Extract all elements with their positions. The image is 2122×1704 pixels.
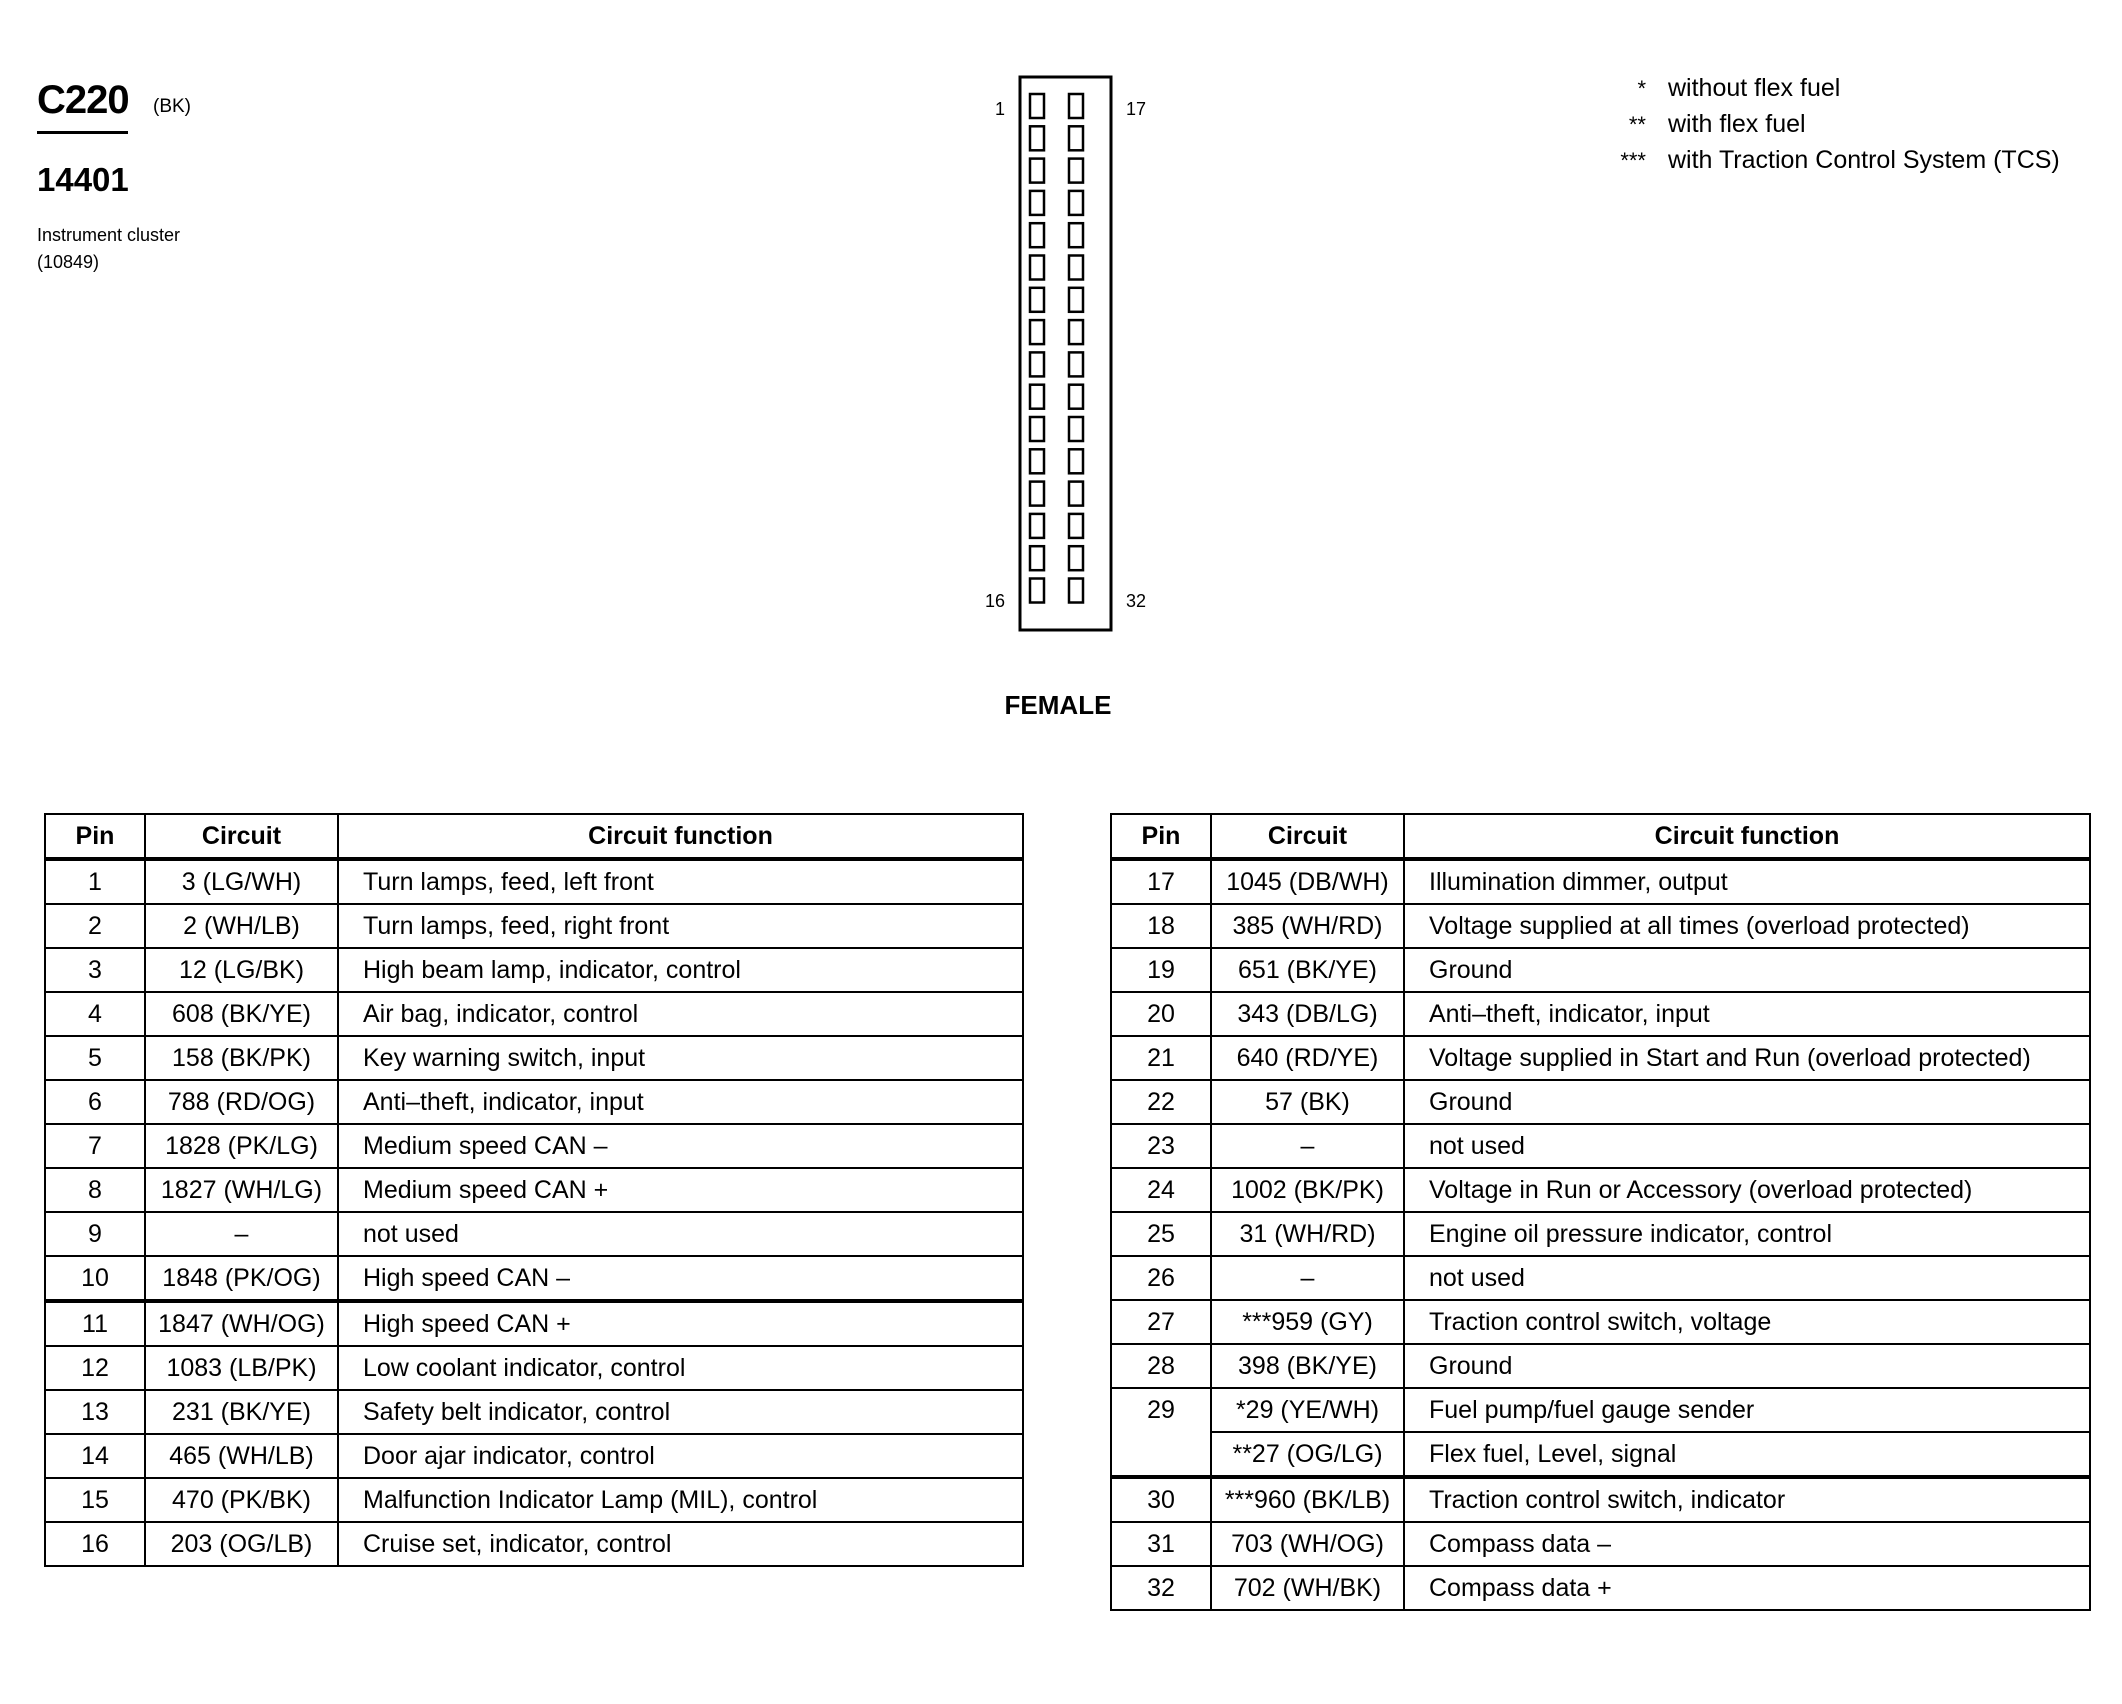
cell-function: Ground [1404, 1344, 2090, 1388]
cell-circuit: 470 (PK/BK) [145, 1478, 338, 1522]
cell-circuit: *29 (YE/WH) [1211, 1388, 1404, 1432]
pin-cavity [1030, 514, 1044, 538]
pin-cavity [1069, 94, 1083, 118]
cell-function: Medium speed CAN + [338, 1168, 1023, 1212]
table-row [45, 1168, 1023, 1212]
cell-circuit: – [1211, 1124, 1404, 1168]
cell-function: High beam lamp, indicator, control [338, 948, 1023, 992]
table-row [1111, 1477, 2090, 1522]
cell-function: not used [1404, 1256, 2090, 1300]
cell-pin: 32 [1111, 1566, 1211, 1610]
cell-circuit: 158 (BK/PK) [145, 1036, 338, 1080]
table-row [1111, 1036, 2090, 1080]
cell-pin: 27 [1111, 1300, 1211, 1344]
pin-cavity [1069, 579, 1083, 603]
cell-circuit: 1848 (PK/OG) [145, 1256, 338, 1301]
cell-pin: 8 [45, 1168, 145, 1212]
table-row [1111, 1344, 2090, 1388]
pin-cavity [1030, 256, 1044, 280]
cell-function: Key warning switch, input [338, 1036, 1023, 1080]
table-row [1111, 1168, 2090, 1212]
pin-cavity [1069, 352, 1083, 376]
table-row [45, 1346, 1023, 1390]
cell-pin: 18 [1111, 904, 1211, 948]
table-row [1111, 1566, 2090, 1610]
cell-function: not used [338, 1212, 1023, 1256]
pin-label-17: 17 [1126, 99, 1147, 119]
table-row [45, 1301, 1023, 1346]
cell-function: High speed CAN + [338, 1301, 1023, 1346]
pin-cavity [1069, 482, 1083, 506]
part-number: 14401 [37, 161, 129, 198]
cell-pin: 25 [1111, 1212, 1211, 1256]
cell-pin: 24 [1111, 1168, 1211, 1212]
cell-pin: 2 [45, 904, 145, 948]
cell-function: Ground [1404, 948, 2090, 992]
pin-cavity [1069, 223, 1083, 247]
cell-circuit: 608 (BK/YE) [145, 992, 338, 1036]
cell-circuit: ***959 (GY) [1211, 1300, 1404, 1344]
cell-circuit: 703 (WH/OG) [1211, 1522, 1404, 1566]
cell-pin [1111, 1432, 1211, 1477]
legend-row [1600, 110, 2060, 146]
table-row [45, 1522, 1023, 1566]
pin-cavity [1069, 256, 1083, 280]
table-row [45, 904, 1023, 948]
cell-circuit: 398 (BK/YE) [1211, 1344, 1404, 1388]
cell-pin: 15 [45, 1478, 145, 1522]
cell-function: Voltage in Run or Accessory (overload protected) [1404, 1168, 2090, 1212]
cell-function: not used [1404, 1124, 2090, 1168]
cell-circuit: 702 (WH/BK) [1211, 1566, 1404, 1610]
pin-cavity [1069, 191, 1083, 215]
column-header-function: Circuit function [1404, 814, 2090, 859]
table-row [45, 1256, 1023, 1301]
table-row [1111, 1080, 2090, 1124]
cell-circuit: 2 (WH/LB) [145, 904, 338, 948]
cell-function: Compass data – [1404, 1522, 2090, 1566]
table-row [1111, 1124, 2090, 1168]
cell-function: Flex fuel, Level, signal [1404, 1432, 2090, 1477]
cell-pin: 22 [1111, 1080, 1211, 1124]
cell-pin: 30 [1111, 1477, 1211, 1522]
connector-color: (BK) [153, 96, 191, 117]
cell-circuit: 1847 (WH/OG) [145, 1301, 338, 1346]
cell-circuit: 651 (BK/YE) [1211, 948, 1404, 992]
cell-function: Traction control switch, voltage [1404, 1300, 2090, 1344]
cell-circuit: 12 (LG/BK) [145, 948, 338, 992]
cell-function: Anti–theft, indicator, input [338, 1080, 1023, 1124]
cell-circuit: 385 (WH/RD) [1211, 904, 1404, 948]
pin-cavity [1030, 191, 1044, 215]
cell-circuit: 1827 (WH/LG) [145, 1168, 338, 1212]
cell-function: Compass data + [1404, 1566, 2090, 1610]
legend-text: with flex fuel [1668, 110, 1806, 138]
cell-pin: 14 [45, 1434, 145, 1478]
table-row [1111, 1432, 2090, 1477]
cell-function: Illumination dimmer, output [1404, 859, 2090, 904]
cell-function: Turn lamps, feed, right front [338, 904, 1023, 948]
cell-pin: 16 [45, 1522, 145, 1566]
table-row [45, 1212, 1023, 1256]
table-row [1111, 1388, 2090, 1432]
legend-row [1600, 146, 2060, 182]
cell-circuit: 203 (OG/LB) [145, 1522, 338, 1566]
cell-function: Engine oil pressure indicator, control [1404, 1212, 2090, 1256]
cell-function: Medium speed CAN – [338, 1124, 1023, 1168]
cell-function: High speed CAN – [338, 1256, 1023, 1301]
connector-id-underline [37, 131, 128, 134]
cell-circuit: 31 (WH/RD) [1211, 1212, 1404, 1256]
table-row [45, 1390, 1023, 1434]
pin-table-right [1110, 813, 2091, 1611]
cell-pin: 11 [45, 1301, 145, 1346]
cell-pin: 3 [45, 948, 145, 992]
cell-function: Low coolant indicator, control [338, 1346, 1023, 1390]
legend-text: with Traction Control System (TCS) [1668, 146, 2060, 174]
column-header-circuit: Circuit [145, 814, 338, 859]
cell-pin: 5 [45, 1036, 145, 1080]
pin-cavity [1069, 546, 1083, 570]
pin-cavity [1069, 417, 1083, 441]
cell-pin: 10 [45, 1256, 145, 1301]
table-row [45, 948, 1023, 992]
cell-function: Ground [1404, 1080, 2090, 1124]
cell-pin: 28 [1111, 1344, 1211, 1388]
cell-function: Voltage supplied in Start and Run (overload protected) [1404, 1036, 2090, 1080]
table-row [45, 859, 1023, 904]
pin-cavity [1030, 126, 1044, 150]
cell-circuit: 231 (BK/YE) [145, 1390, 338, 1434]
cell-circuit: 465 (WH/LB) [145, 1434, 338, 1478]
table-header-row [45, 814, 1023, 859]
legend-symbol: * [1637, 76, 1646, 101]
table-row [45, 1124, 1023, 1168]
pin-cavity [1030, 482, 1044, 506]
pin-cavity [1030, 352, 1044, 376]
pin-cavity [1069, 320, 1083, 344]
cell-circuit: ***960 (BK/LB) [1211, 1477, 1404, 1522]
pin-cavity [1030, 223, 1044, 247]
table-row [1111, 904, 2090, 948]
cell-circuit: 343 (DB/LG) [1211, 992, 1404, 1036]
cell-pin: 6 [45, 1080, 145, 1124]
cell-function: Traction control switch, indicator [1404, 1477, 2090, 1522]
pin-cavity [1030, 159, 1044, 183]
legend-text: without flex fuel [1668, 74, 1841, 102]
cell-function: Fuel pump/fuel gauge sender [1404, 1388, 2090, 1432]
pin-cavity [1030, 449, 1044, 473]
cell-pin: 26 [1111, 1256, 1211, 1300]
cell-function: Cruise set, indicator, control [338, 1522, 1023, 1566]
column-header-circuit: Circuit [1211, 814, 1404, 859]
table-row [1111, 1212, 2090, 1256]
connector-face-diagram [960, 70, 1160, 640]
cell-pin: 20 [1111, 992, 1211, 1036]
table-row [1111, 1300, 2090, 1344]
cell-circuit: **27 (OG/LG) [1211, 1432, 1404, 1477]
cell-circuit: 788 (RD/OG) [145, 1080, 338, 1124]
cell-pin: 21 [1111, 1036, 1211, 1080]
pin-cavity [1069, 288, 1083, 312]
cell-circuit: 57 (BK) [1211, 1080, 1404, 1124]
cell-pin: 19 [1111, 948, 1211, 992]
pin-cavity [1030, 546, 1044, 570]
pin-table-left [44, 813, 1024, 1567]
cell-function: Voltage supplied at all times (overload protected) [1404, 904, 2090, 948]
cell-pin: 23 [1111, 1124, 1211, 1168]
cell-circuit: 1083 (LB/PK) [145, 1346, 338, 1390]
cell-pin: 1 [45, 859, 145, 904]
column-header-pin: Pin [45, 814, 145, 859]
pin-cavity [1030, 288, 1044, 312]
connector-id: C220 [37, 78, 129, 122]
pin-cavity [1069, 126, 1083, 150]
connector-gender-label: FEMALE [1004, 690, 1112, 720]
pin-cavities [1030, 94, 1083, 603]
pin-label-1: 1 [994, 99, 1005, 119]
cell-function: Malfunction Indicator Lamp (MIL), control [338, 1478, 1023, 1522]
cell-circuit: 640 (RD/YE) [1211, 1036, 1404, 1080]
cell-circuit: – [1211, 1256, 1404, 1300]
cell-pin: 7 [45, 1124, 145, 1168]
part-description-name: Instrument cluster [37, 225, 181, 245]
cell-pin: 31 [1111, 1522, 1211, 1566]
table-row [45, 1080, 1023, 1124]
cell-function: Turn lamps, feed, left front [338, 859, 1023, 904]
cell-function: Anti–theft, indicator, input [1404, 992, 2090, 1036]
legend-symbol: ** [1628, 112, 1646, 137]
pin-cavity [1030, 579, 1044, 603]
cell-function: Air bag, indicator, control [338, 992, 1023, 1036]
cell-function: Door ajar indicator, control [338, 1434, 1023, 1478]
part-description-code: (10849) [37, 252, 100, 272]
cell-pin: 17 [1111, 859, 1211, 904]
pin-cavity [1069, 159, 1083, 183]
pin-cavity [1030, 320, 1044, 344]
pin-cavity [1069, 514, 1083, 538]
pin-cavity [1030, 385, 1044, 409]
cell-circuit: 1045 (DB/WH) [1211, 859, 1404, 904]
table-row [1111, 1256, 2090, 1300]
pin-cavity [1030, 94, 1044, 118]
table-row [1111, 948, 2090, 992]
pin-cavity [1069, 449, 1083, 473]
legend-symbol: *** [1620, 148, 1646, 173]
cell-function: Safety belt indicator, control [338, 1390, 1023, 1434]
table-row [45, 1434, 1023, 1478]
cell-circuit: 3 (LG/WH) [145, 859, 338, 904]
table-row [45, 1036, 1023, 1080]
part-description [37, 222, 180, 276]
column-header-function: Circuit function [338, 814, 1023, 859]
table-header-row [1111, 814, 2090, 859]
pin-label-16: 16 [984, 591, 1005, 611]
legend-row [1600, 74, 2060, 110]
cell-circuit: 1828 (PK/LG) [145, 1124, 338, 1168]
cell-pin: 4 [45, 992, 145, 1036]
table-row [1111, 859, 2090, 904]
table-row [45, 992, 1023, 1036]
pin-cavity [1069, 385, 1083, 409]
cell-pin: 12 [45, 1346, 145, 1390]
cell-circuit: – [145, 1212, 338, 1256]
cell-pin: 29 [1111, 1388, 1211, 1432]
table-row [1111, 992, 2090, 1036]
pin-cavity [1030, 417, 1044, 441]
table-row [1111, 1522, 2090, 1566]
cell-pin: 13 [45, 1390, 145, 1434]
footnote-legend [1600, 74, 2060, 182]
cell-circuit: 1002 (BK/PK) [1211, 1168, 1404, 1212]
pin-label-32: 32 [1126, 591, 1147, 611]
cell-pin: 9 [45, 1212, 145, 1256]
column-header-pin: Pin [1111, 814, 1211, 859]
table-row [45, 1478, 1023, 1522]
